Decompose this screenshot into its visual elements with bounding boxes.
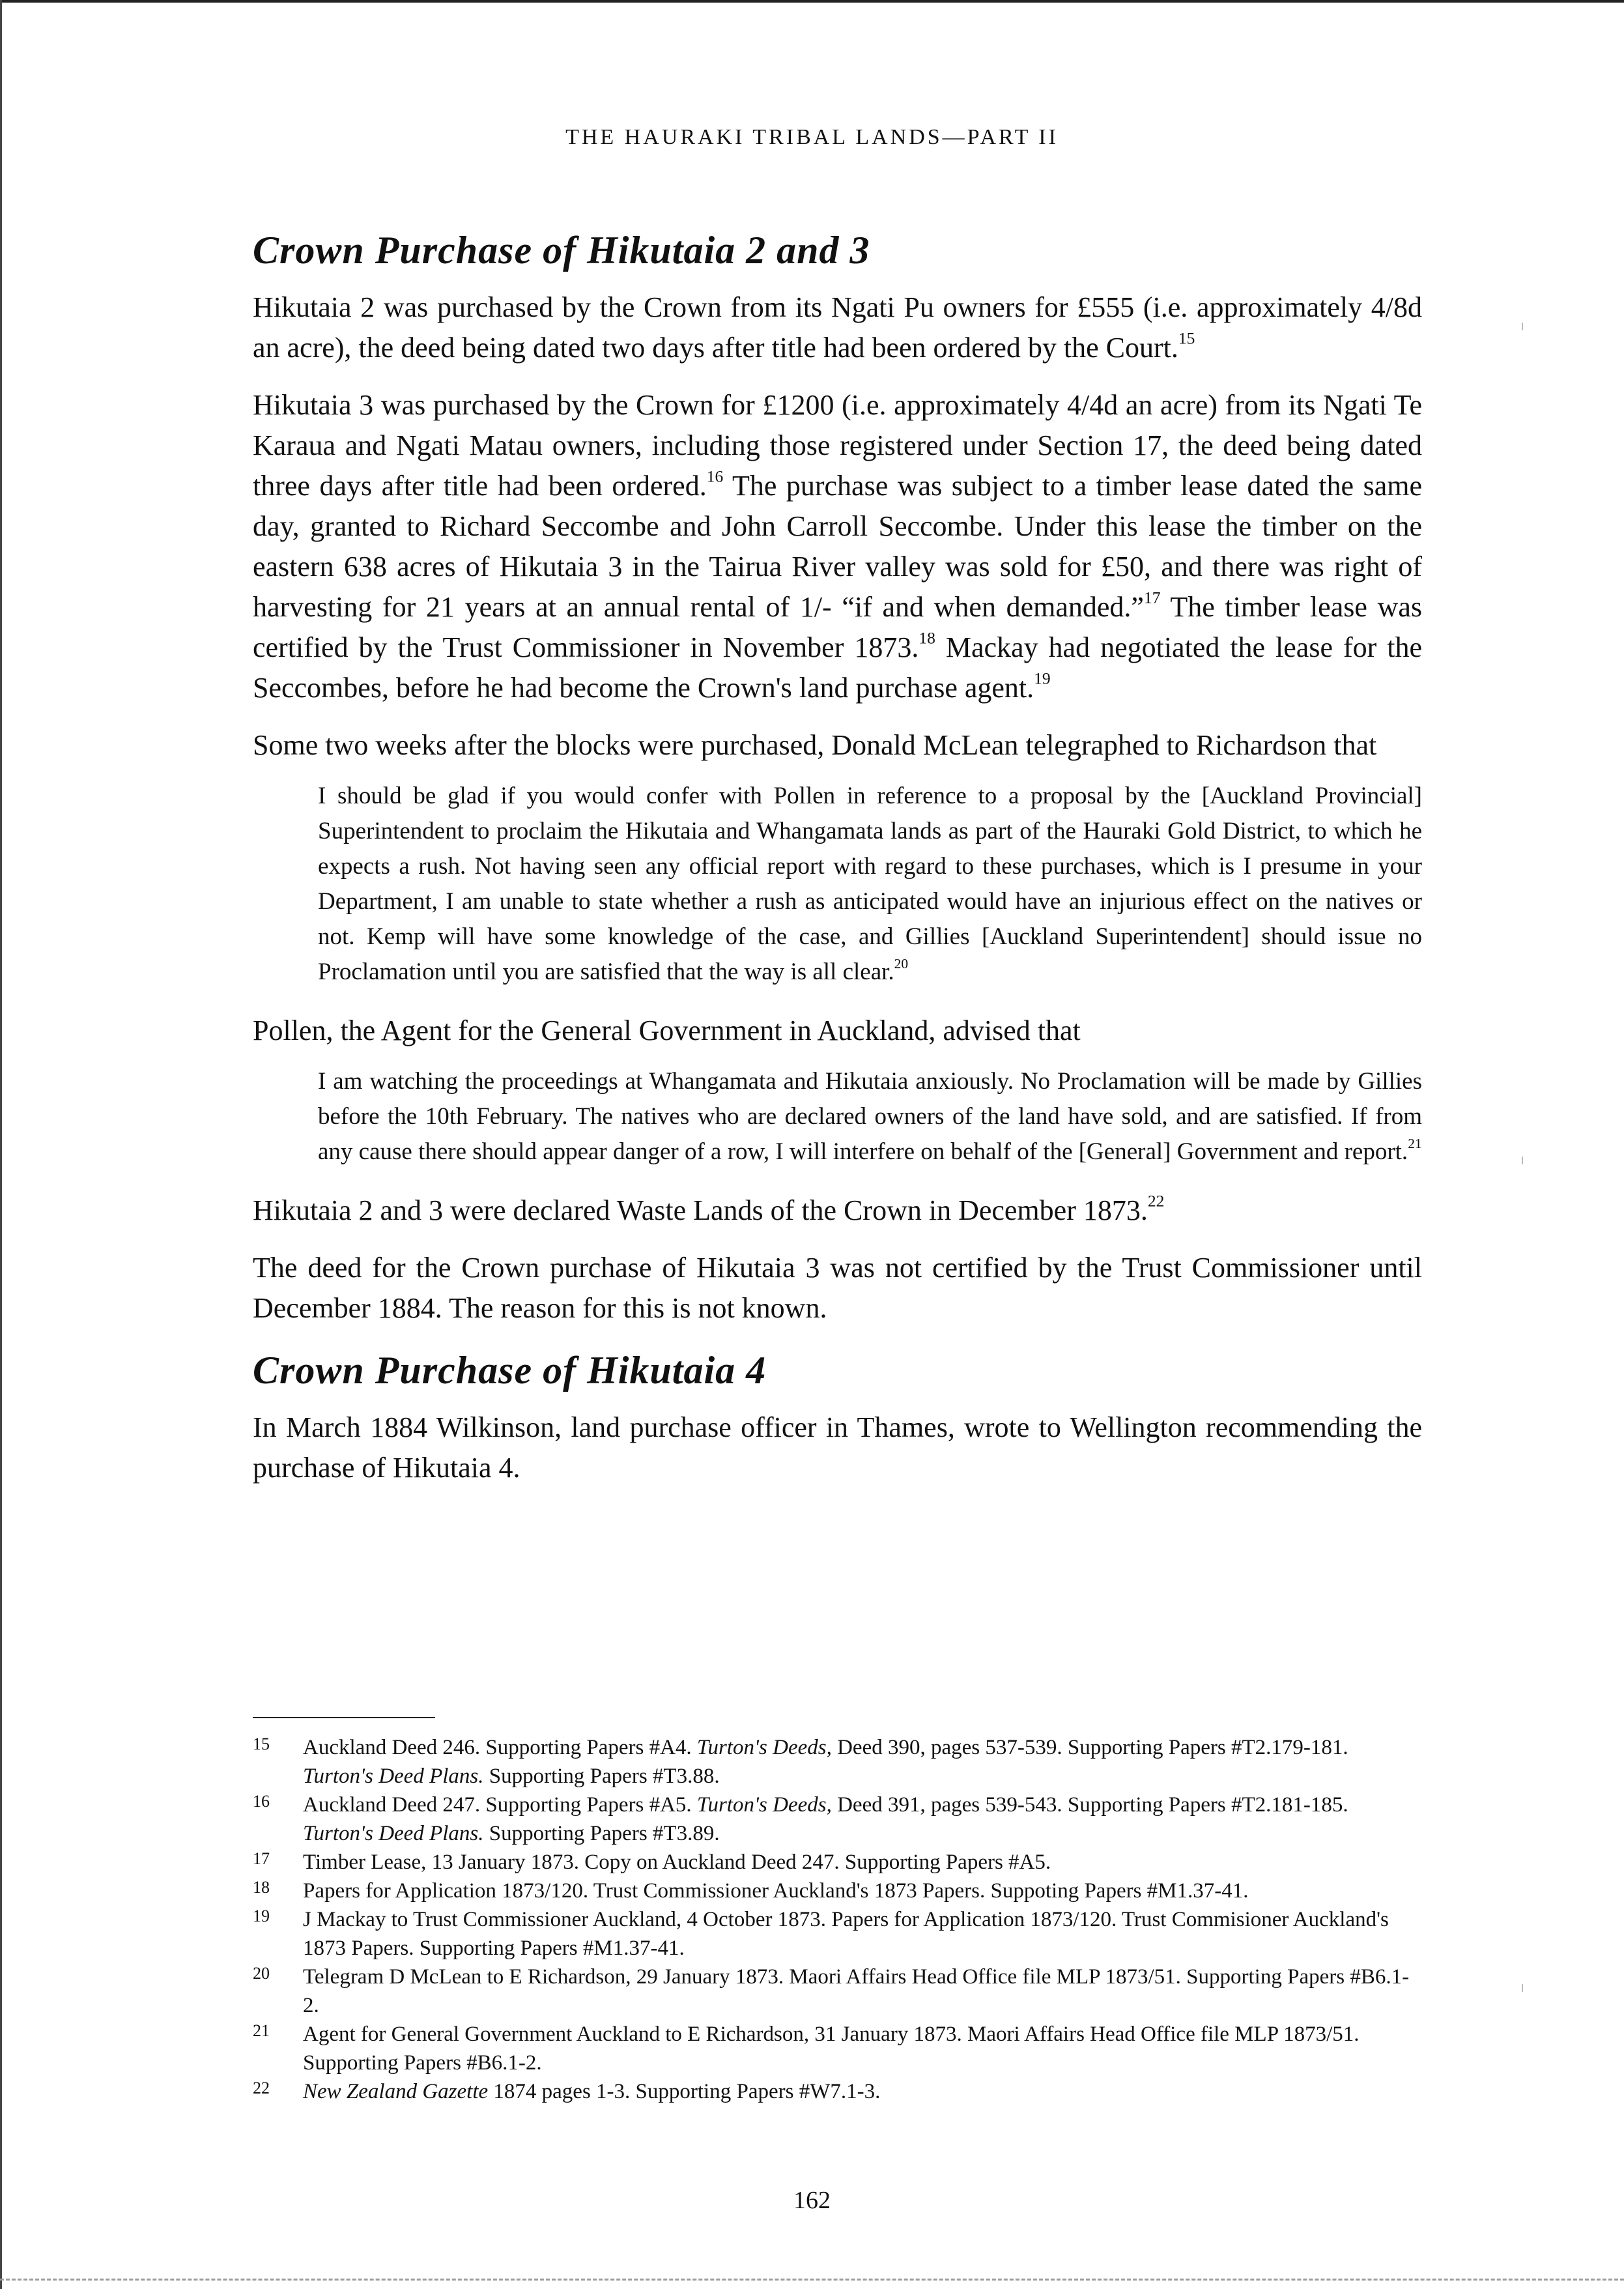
main-text <box>253 228 1422 1505</box>
footnote <box>253 1791 1422 1848</box>
footnote-number: 15 <box>253 1735 270 1753</box>
footnote-ref: 15 <box>1178 328 1195 348</box>
footnote-text: J Mackay to Trust Commissioner Auckland, 4 October 1873. Papers for Application 1873/120. Trust Commisioner Auckland's 1873 Papers. Supporting Papers #M1.37-41. <box>303 1908 1389 1960</box>
footnote-ref: 18 <box>919 628 935 648</box>
footnote <box>253 1877 1422 1905</box>
footnote-part: Deed 391, pages 539-543. Supporting Papers #T2.181-185. <box>831 1793 1348 1817</box>
quote-text: I am watching the proceedings at Whangamata and Hikutaia anxiously. No Proclamation will be made by Gillies before the 10th February. The natives who are declared owners of the land have sold, and are satisfied. If from any cause there should appear danger of a row, I will interfere on behalf of the [General] Government and report. <box>318 1068 1422 1165</box>
footnote <box>253 2077 1422 2106</box>
scan-edge-bottom <box>0 2279 1624 2281</box>
footnote-title: Turton's Deeds, <box>696 1793 832 1817</box>
footnote <box>253 1733 1422 1791</box>
footnotes <box>253 1733 1422 2106</box>
footnote-part: Deed 390, pages 537-539. Supporting Papers #T2.179-181. <box>831 1736 1348 1759</box>
running-head: THE HAURAKI TRIBAL LANDS—PART II <box>565 125 1059 149</box>
block-quote <box>318 779 1422 990</box>
footnote-title: Turton's Deeds, <box>696 1736 832 1759</box>
footnote-ref: 19 <box>1034 669 1051 688</box>
footnote <box>253 1963 1422 2020</box>
footnote-rule <box>253 1717 435 1718</box>
footnote-title: New Zealand Gazette <box>303 2080 489 2103</box>
footnote-title: Turton's Deed Plans. <box>303 1822 484 1845</box>
paragraph-text: Hikutaia 2 was purchased by the Crown from its Ngati Pu owners for £555 (i.e. approximately 4/8d an acre), the deed being dated two days after title had been ordered by the Court. <box>253 291 1422 364</box>
paragraph-text: In March 1884 Wilkinson, land purchase officer in Thames, wrote to Wellington recommending the purchase of Hikutaia 4. <box>253 1411 1422 1484</box>
footnote-part: Supporting Papers #T3.88. <box>483 1764 720 1788</box>
scan-edge-left <box>0 0 2 2289</box>
paragraph <box>253 1190 1422 1231</box>
footnote <box>253 1905 1422 1963</box>
footnote-text <box>303 1791 1422 1848</box>
footnote-number: 19 <box>253 1907 270 1925</box>
footnote-number: 21 <box>253 2021 270 2040</box>
section-heading: Crown Purchase of Hikutaia 2 and 3 <box>253 229 870 272</box>
footnote-number: 17 <box>253 1849 270 1868</box>
section-heading: Crown Purchase of Hikutaia 4 <box>253 1349 767 1392</box>
paragraph-text: The deed for the Crown purchase of Hikutaia 3 was not certified by the Trust Commissioner until December 1884. The reason for this is not known. <box>253 1252 1422 1324</box>
footnote-ref: 17 <box>1143 588 1161 607</box>
footnote-number: 20 <box>253 1964 270 1983</box>
footnote-part: 1874 pages 1-3. Supporting Papers #W7.1-3. <box>488 2080 881 2103</box>
quote-text: I should be glad if you would confer with Pollen in reference to a proposal by the [Auckland Provincial] Superintendent to proclaim the Hikutaia and Whangamata lands as part of the Hauraki Gold District, to which he expects a rush. Not having seen any official report with regard to these purchases, which is I presume in your Department, I am unable to state whether a rush as anticipated would have an injurious effect on the natives or not. Kemp will have some knowledge of the case, and Gillies [Auckland Superintendent] should issue no Proclamation until you are satisfied that the way is all clear. <box>318 783 1422 985</box>
paragraph-text: The purchase was subject to a timber lease dated the same day, granted to Richard Seccombe and John Carroll Seccombe. Under this lease the timber on the eastern 638 acres of Hikutaia 3 in the Tairua River valley was sold for £50, and there was right of harvesting for 21 years at an annual rental of 1/- “if and when demanded.” <box>253 470 1422 623</box>
footnote-text: Telegram D McLean to E Richardson, 29 January 1873. Maori Affairs Head Office file MLP 1873/51. Supporting Papers #B6.1-2. <box>303 1965 1410 2017</box>
paragraph-text: Hikutaia 3 was purchased by the Crown for £1200 (i.e. approximately 4/4d an acre) from its Ngati Te Karaua and Ngati Matau owners, including those registered under Section 17, the deed being dated three days after title had been ordered. <box>253 389 1422 502</box>
footnote-part: Supporting Papers #T3.89. <box>483 1822 720 1845</box>
paragraph <box>253 1248 1422 1329</box>
footnote-text: Timber Lease, 13 January 1873. Copy on Auckland Deed 247. Supporting Papers #A5. <box>303 1850 1051 1874</box>
footnote-part: Auckland Deed 246. Supporting Papers #A4. <box>303 1736 697 1759</box>
paragraph <box>253 725 1422 766</box>
page-number: 162 <box>793 2187 831 2214</box>
block-quote <box>318 1064 1422 1170</box>
scan-edge-top <box>0 0 1624 3</box>
paragraph-text: Some two weeks after the blocks were purchased, Donald McLean telegraphed to Richardson that <box>253 729 1377 761</box>
footnote-number: 22 <box>253 2079 270 2097</box>
paragraph-text: Mackay had negotiated the lease for the Seccombes, before he had become the Crown's land purchase agent. <box>253 631 1423 704</box>
footnote-title: Turton's Deed Plans. <box>303 1764 484 1788</box>
scan-speck <box>1522 1157 1523 1164</box>
paragraph <box>253 1011 1422 1051</box>
footnote-text: Papers for Application 1873/120. Trust Commissioner Auckland's 1873 Papers. Suppoting Papers #M1.37-41. <box>303 1879 1249 1903</box>
footnote-text <box>303 2077 1422 2106</box>
paragraph-text: Pollen, the Agent for the General Government in Auckland, advised that <box>253 1015 1081 1046</box>
footnote-number: 16 <box>253 1792 270 1811</box>
scan-speck <box>1522 1984 1523 1992</box>
footnote-ref: 16 <box>706 467 724 486</box>
footnote-ref: 22 <box>1147 1191 1165 1211</box>
paragraph <box>253 385 1422 708</box>
footnote-part: Auckland Deed 247. Supporting Papers #A5. <box>303 1793 697 1817</box>
footnote-number: 18 <box>253 1878 270 1897</box>
footnote-ref: 20 <box>894 955 909 972</box>
footnote-text <box>303 1733 1422 1791</box>
paragraph-text: The timber lease was certified by the Trust Commissioner in November 1873. <box>253 591 1422 663</box>
paragraph-text: Hikutaia 2 and 3 were declared Waste Lands of the Crown in December 1873. <box>253 1194 1148 1226</box>
paragraph <box>253 1407 1422 1488</box>
footnote-ref: 21 <box>1408 1135 1422 1151</box>
footnote <box>253 2020 1422 2077</box>
footnote-text: Agent for General Government Auckland to E Richardson, 31 January 1873. Maori Affairs Head Office file MLP 1873/51. Supporting Papers #B6.1-2. <box>303 2023 1360 2075</box>
paragraph <box>253 287 1422 368</box>
footnote <box>253 1848 1422 1877</box>
scan-speck <box>1522 323 1523 330</box>
